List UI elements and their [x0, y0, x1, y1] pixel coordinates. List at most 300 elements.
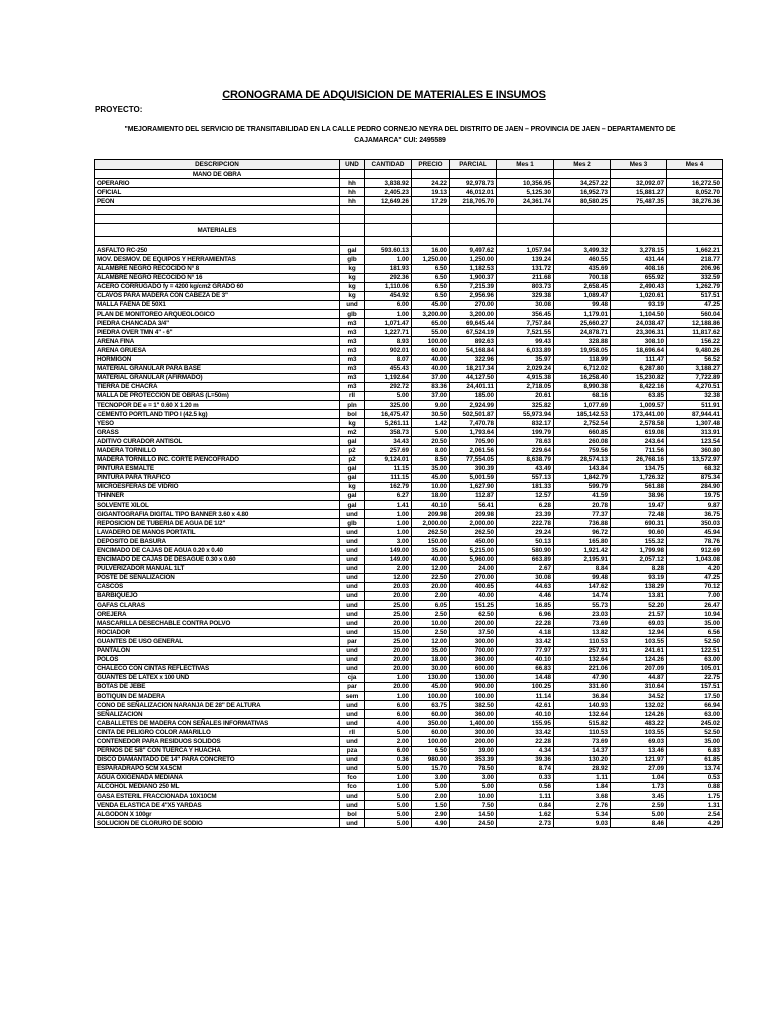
month3-cell: 711.56 — [611, 446, 667, 455]
description-cell: GRASS — [95, 428, 340, 437]
description-cell: ROCIADOR — [95, 628, 340, 637]
month3-cell: 134.75 — [611, 464, 667, 473]
description-cell: SOLVENTE XILOL — [95, 501, 340, 510]
partial-cell: 7,215.39 — [450, 282, 497, 291]
month2-cell: 460.55 — [554, 255, 611, 264]
unit-cell: bol — [340, 810, 365, 819]
description-cell: PERNOS DE 5/8" CON TUERCA Y HUACHA — [95, 746, 340, 755]
month2-cell: 759.56 — [554, 446, 611, 455]
quantity-cell: 20.00 — [365, 682, 412, 691]
month2-cell: 130.20 — [554, 755, 611, 764]
price-cell: 6.50 — [412, 282, 450, 291]
unit-cell: m3 — [340, 364, 365, 373]
month1-cell: 229.64 — [497, 446, 554, 455]
month1-cell: 39.36 — [497, 755, 554, 764]
month1-cell: 7,757.84 — [497, 319, 554, 328]
month1-cell: 55,973.94 — [497, 410, 554, 419]
month2-cell: 140.93 — [554, 701, 611, 710]
table-row — [95, 391, 723, 400]
description-cell: MASCARILLA DESECHABLE CONTRA POLVO — [95, 619, 340, 628]
month1-cell: 4.18 — [497, 628, 554, 637]
price-cell: 5.00 — [412, 428, 450, 437]
table-row — [95, 628, 723, 637]
month3-cell: 155.32 — [611, 537, 667, 546]
price-cell: 15.70 — [412, 764, 450, 773]
month2-cell: 96.72 — [554, 528, 611, 537]
price-cell: 37.00 — [412, 373, 450, 382]
description-cell: CEMENTO PORTLAND TIPO I (42.5 kg) — [95, 410, 340, 419]
table-row — [95, 746, 723, 755]
quantity-cell: 5.00 — [365, 728, 412, 737]
table-row — [95, 701, 723, 710]
unit-cell: hh — [340, 197, 365, 206]
month4-cell: 350.03 — [667, 519, 723, 528]
price-cell: 5.00 — [412, 782, 450, 791]
description-cell: GUANTES DE LATEX x 100 UND — [95, 673, 340, 682]
partial-cell: 400.65 — [450, 582, 497, 591]
description-cell: ENCIMADO DE CAJAS DE AGUA 0.20 x 0.40 — [95, 546, 340, 555]
partial-cell: 705.90 — [450, 437, 497, 446]
table-row — [95, 197, 723, 206]
quantity-cell: 5.00 — [365, 810, 412, 819]
partial-cell: 200.00 — [450, 737, 497, 746]
header-month1: Mes 1 — [497, 160, 554, 170]
price-cell: 8.00 — [412, 446, 450, 455]
description-cell: ASFALTO RC-250 — [95, 246, 340, 255]
price-cell: 350.00 — [412, 719, 450, 728]
unit-cell: und — [340, 628, 365, 637]
table-row — [95, 673, 723, 682]
table-row — [95, 719, 723, 728]
partial-cell: 892.63 — [450, 337, 497, 346]
month4-cell: 63.00 — [667, 655, 723, 664]
month1-cell: 23.39 — [497, 510, 554, 519]
month4-cell: 284.90 — [667, 482, 723, 491]
month4-cell: 7,722.89 — [667, 373, 723, 382]
quantity-cell: 0.36 — [365, 755, 412, 764]
unit-cell: und — [340, 300, 365, 309]
table-row — [95, 573, 723, 582]
quantity-cell: 292.72 — [365, 382, 412, 391]
quantity-cell: 6.27 — [365, 491, 412, 500]
empty-cell — [340, 215, 365, 224]
price-cell: 262.50 — [412, 528, 450, 537]
price-cell: 45.00 — [412, 473, 450, 482]
table-row — [95, 682, 723, 691]
month3-cell: 44.87 — [611, 673, 667, 682]
empty-cell — [497, 237, 554, 246]
price-cell: 2.50 — [412, 628, 450, 637]
partial-cell: 77,554.05 — [450, 455, 497, 464]
month3-cell: 655.92 — [611, 273, 667, 282]
price-cell: 60.00 — [412, 346, 450, 355]
month2-cell: 14.74 — [554, 591, 611, 600]
partial-cell: 69,645.44 — [450, 319, 497, 328]
month1-cell: 29.24 — [497, 528, 554, 537]
unit-cell: und — [340, 710, 365, 719]
month4-cell: 52.50 — [667, 637, 723, 646]
quantity-cell: 20.00 — [365, 655, 412, 664]
empty-cell — [497, 215, 554, 224]
partial-cell: 2,924.99 — [450, 400, 497, 409]
empty-cell — [450, 170, 497, 179]
table-row — [95, 510, 723, 519]
header-unit: UND — [340, 160, 365, 170]
month2-cell: 1,179.01 — [554, 310, 611, 319]
table-row — [95, 782, 723, 791]
empty-cell — [667, 170, 723, 179]
unit-cell: und — [340, 719, 365, 728]
partial-cell: 1,400.00 — [450, 719, 497, 728]
empty-cell — [554, 215, 611, 224]
empty-cell — [611, 206, 667, 215]
price-cell: 2.00 — [412, 591, 450, 600]
table-row — [95, 300, 723, 309]
table-row — [95, 537, 723, 546]
quantity-cell: 20.00 — [365, 619, 412, 628]
month1-cell: 2,029.24 — [497, 364, 554, 373]
month3-cell: 308.10 — [611, 337, 667, 346]
description-cell: OREJERA — [95, 610, 340, 619]
unit-cell: hh — [340, 188, 365, 197]
quantity-cell: 3.00 — [365, 537, 412, 546]
description-cell: OFICIAL — [95, 188, 340, 197]
month4-cell: 87,944.41 — [667, 410, 723, 419]
quantity-cell: 257.69 — [365, 446, 412, 455]
partial-cell: 185.00 — [450, 391, 497, 400]
table-row — [95, 810, 723, 819]
month3-cell: 138.29 — [611, 582, 667, 591]
partial-cell: 9,497.62 — [450, 246, 497, 255]
month4-cell: 10.94 — [667, 610, 723, 619]
document-title: CRONOGRAMA DE ADQUISICION DE MATERIALES E INSUMOS — [222, 89, 546, 101]
description-cell: MADERA TORNILLO INC. CORTE P/ENCOFRADO — [95, 455, 340, 464]
month3-cell: 124.26 — [611, 655, 667, 664]
price-cell: 6.50 — [412, 291, 450, 300]
unit-cell: glb — [340, 519, 365, 528]
month4-cell: 47.25 — [667, 573, 723, 582]
unit-cell: gal — [340, 491, 365, 500]
price-cell: 60.00 — [412, 728, 450, 737]
month4-cell: 47.25 — [667, 300, 723, 309]
description-cell: DEPOSITO DE BASURA — [95, 537, 340, 546]
month4-cell: 35.00 — [667, 737, 723, 746]
month2-cell: 736.88 — [554, 519, 611, 528]
price-cell: 150.00 — [412, 537, 450, 546]
month4-cell: 0.53 — [667, 773, 723, 782]
quantity-cell: 1.00 — [365, 519, 412, 528]
month2-cell: 147.62 — [554, 582, 611, 591]
partial-cell: 2,956.96 — [450, 291, 497, 300]
month3-cell: 32,092.07 — [611, 179, 667, 188]
month4-cell: 9.87 — [667, 501, 723, 510]
partial-cell: 322.96 — [450, 355, 497, 364]
description-cell: PEON — [95, 197, 340, 206]
quantity-cell: 8.07 — [365, 355, 412, 364]
month3-cell: 6,287.80 — [611, 364, 667, 373]
description-cell: PIEDRA OVER TMN 4" - 6" — [95, 328, 340, 337]
price-cell: 209.98 — [412, 510, 450, 519]
quantity-cell: 1.00 — [365, 528, 412, 537]
partial-cell: 1,182.53 — [450, 264, 497, 273]
month1-cell: 1.62 — [497, 810, 554, 819]
partial-cell: 5,960.00 — [450, 555, 497, 564]
month3-cell: 124.26 — [611, 710, 667, 719]
quantity-cell: 9,124.01 — [365, 455, 412, 464]
month4-cell: 26.47 — [667, 601, 723, 610]
quantity-cell: 1.00 — [365, 782, 412, 791]
month3-cell: 1.04 — [611, 773, 667, 782]
empty-cell — [412, 215, 450, 224]
description-cell: AGUA OXIGENADA MEDIANA — [95, 773, 340, 782]
table-row — [95, 710, 723, 719]
description-cell: MICROESFERAS DE VIDRIO — [95, 482, 340, 491]
month1-cell: 4.34 — [497, 746, 554, 755]
month4-cell: 70.12 — [667, 582, 723, 591]
partial-cell: 700.00 — [450, 646, 497, 655]
quantity-cell: 292.36 — [365, 273, 412, 282]
month4-cell: 360.80 — [667, 446, 723, 455]
month1-cell: 8,638.79 — [497, 455, 554, 464]
quantity-cell: 5.00 — [365, 792, 412, 801]
month4-cell: 17.50 — [667, 691, 723, 700]
month4-cell: 0.88 — [667, 782, 723, 791]
month2-cell: 2,752.54 — [554, 419, 611, 428]
quantity-cell: 2,405.23 — [365, 188, 412, 197]
month4-cell: 68.32 — [667, 464, 723, 473]
partial-cell: 39.00 — [450, 746, 497, 755]
unit-cell: und — [340, 546, 365, 555]
month2-cell: 80,580.25 — [554, 197, 611, 206]
quantity-cell: 1.00 — [365, 310, 412, 319]
month1-cell: 35.97 — [497, 355, 554, 364]
partial-cell: 130.00 — [450, 673, 497, 682]
month1-cell: 2.67 — [497, 564, 554, 573]
month4-cell: 13.74 — [667, 764, 723, 773]
empty-cell — [340, 237, 365, 246]
description-cell: TIERRA DE CHACRA — [95, 382, 340, 391]
quantity-cell: 1,192.64 — [365, 373, 412, 382]
price-cell: 9.00 — [412, 400, 450, 409]
month1-cell: 155.95 — [497, 719, 554, 728]
month3-cell: 2.59 — [611, 801, 667, 810]
unit-cell: und — [340, 701, 365, 710]
month2-cell: 23.03 — [554, 610, 611, 619]
month1-cell: 43.49 — [497, 464, 554, 473]
description-cell: CASCOS — [95, 582, 340, 591]
month4-cell: 1.31 — [667, 801, 723, 810]
month4-cell: 912.69 — [667, 546, 723, 555]
partial-cell: 54,168.84 — [450, 346, 497, 355]
month2-cell: 73.69 — [554, 619, 611, 628]
month3-cell: 243.64 — [611, 437, 667, 446]
partial-cell: 24,401.11 — [450, 382, 497, 391]
description-cell: ARENA GRUESA — [95, 346, 340, 355]
month2-cell: 2.76 — [554, 801, 611, 810]
empty-cell — [450, 224, 497, 237]
table-row — [95, 319, 723, 328]
month3-cell: 12.94 — [611, 628, 667, 637]
quantity-cell: 8.93 — [365, 337, 412, 346]
unit-cell: und — [340, 564, 365, 573]
description-cell: YESO — [95, 419, 340, 428]
unit-cell: pln — [340, 400, 365, 409]
price-cell: 2.90 — [412, 810, 450, 819]
quantity-cell: 12.00 — [365, 573, 412, 582]
month3-cell: 15,881.27 — [611, 188, 667, 197]
month3-cell: 8.28 — [611, 564, 667, 573]
project-label: PROYECTO: — [95, 105, 143, 114]
description-cell: DISCO DIAMANTADO DE 14" PARA CONCRETO — [95, 755, 340, 764]
partial-cell: 44,127.50 — [450, 373, 497, 382]
month1-cell: 6.96 — [497, 610, 554, 619]
description-cell: OPERARIO — [95, 179, 340, 188]
month4-cell: 875.34 — [667, 473, 723, 482]
unit-cell: fco — [340, 782, 365, 791]
quantity-cell: 5.00 — [365, 764, 412, 773]
table-row — [95, 382, 723, 391]
quantity-cell: 181.93 — [365, 264, 412, 273]
month1-cell: 5,125.30 — [497, 188, 554, 197]
month1-cell: 222.78 — [497, 519, 554, 528]
partial-cell: 600.00 — [450, 664, 497, 673]
unit-cell: und — [340, 664, 365, 673]
month2-cell: 1,921.42 — [554, 546, 611, 555]
month1-cell: 2.73 — [497, 819, 554, 828]
description-cell: BOTAS DE JEBE — [95, 682, 340, 691]
table-row — [95, 637, 723, 646]
partial-cell: 262.50 — [450, 528, 497, 537]
quantity-cell: 1.00 — [365, 255, 412, 264]
empty-cell — [412, 224, 450, 237]
empty-cell — [497, 170, 554, 179]
month3-cell: 13.46 — [611, 746, 667, 755]
empty-cell — [554, 237, 611, 246]
month4-cell: 11,817.62 — [667, 328, 723, 337]
quantity-cell: 358.73 — [365, 428, 412, 437]
month1-cell: 20.61 — [497, 391, 554, 400]
month1-cell: 325.82 — [497, 400, 554, 409]
month3-cell: 5.00 — [611, 810, 667, 819]
month3-cell: 24,038.47 — [611, 319, 667, 328]
month4-cell: 206.96 — [667, 264, 723, 273]
empty-cell — [340, 224, 365, 237]
unit-cell: und — [340, 819, 365, 828]
month2-cell: 6,712.02 — [554, 364, 611, 373]
month4-cell: 157.51 — [667, 682, 723, 691]
table-row — [95, 773, 723, 782]
month2-cell: 99.48 — [554, 300, 611, 309]
price-cell: 2.50 — [412, 610, 450, 619]
description-cell: ALAMBRE NEGRO RECOCIDO N° 8 — [95, 264, 340, 273]
unit-cell: glb — [340, 255, 365, 264]
quantity-cell: 20.00 — [365, 664, 412, 673]
month3-cell: 3,278.15 — [611, 246, 667, 255]
description-cell: POSTE DE SEÑALIZACION — [95, 573, 340, 582]
unit-cell: rll — [340, 728, 365, 737]
month3-cell: 1,104.50 — [611, 310, 667, 319]
month3-cell: 38.96 — [611, 491, 667, 500]
empty-cell — [554, 206, 611, 215]
empty-cell — [365, 170, 412, 179]
unit-cell: fco — [340, 773, 365, 782]
month4-cell: 3,188.27 — [667, 364, 723, 373]
empty-cell — [340, 170, 365, 179]
quantity-cell: 20.00 — [365, 591, 412, 600]
partial-cell: 300.00 — [450, 728, 497, 737]
table-row — [95, 691, 723, 700]
month3-cell: 690.31 — [611, 519, 667, 528]
unit-cell: und — [340, 737, 365, 746]
month2-cell: 3.68 — [554, 792, 611, 801]
empty-cell — [95, 215, 340, 224]
month2-cell: 331.60 — [554, 682, 611, 691]
quantity-cell: 4.00 — [365, 719, 412, 728]
empty-cell — [667, 237, 723, 246]
month1-cell: 40.10 — [497, 655, 554, 664]
partial-cell: 360.00 — [450, 655, 497, 664]
partial-cell: 502,501.87 — [450, 410, 497, 419]
table-row — [95, 601, 723, 610]
table-row — [95, 610, 723, 619]
unit-cell: par — [340, 637, 365, 646]
blank-row — [95, 237, 723, 246]
month4-cell: 122.51 — [667, 646, 723, 655]
unit-cell: m3 — [340, 319, 365, 328]
unit-cell: m3 — [340, 382, 365, 391]
month1-cell: 663.89 — [497, 555, 554, 564]
unit-cell: rll — [340, 391, 365, 400]
month2-cell: 1,077.69 — [554, 400, 611, 409]
month2-cell: 77.37 — [554, 510, 611, 519]
month4-cell: 45.94 — [667, 528, 723, 537]
month1-cell: 0.84 — [497, 801, 554, 810]
month4-cell: 32.38 — [667, 391, 723, 400]
price-cell: 37.00 — [412, 391, 450, 400]
table-row — [95, 188, 723, 197]
unit-cell: gal — [340, 437, 365, 446]
empty-cell — [365, 206, 412, 215]
price-cell: 6.50 — [412, 273, 450, 282]
month4-cell: 78.76 — [667, 537, 723, 546]
price-cell: 18.00 — [412, 491, 450, 500]
description-cell: CINTA DE PELIGRO COLOR AMARILLO — [95, 728, 340, 737]
description-cell: ENCIMADO DE CAJAS DE DESAGUE 0.30 x 0.60 — [95, 555, 340, 564]
quantity-cell: 111.15 — [365, 473, 412, 482]
partial-cell: 1,627.90 — [450, 482, 497, 491]
partial-cell: 382.50 — [450, 701, 497, 710]
unit-cell: und — [340, 619, 365, 628]
month1-cell: 580.90 — [497, 546, 554, 555]
month4-cell: 1,262.79 — [667, 282, 723, 291]
month2-cell: 13.82 — [554, 628, 611, 637]
unit-cell: hh — [340, 179, 365, 188]
table-row — [95, 291, 723, 300]
month3-cell: 1,799.98 — [611, 546, 667, 555]
table-row — [95, 801, 723, 810]
partial-cell: 5.00 — [450, 782, 497, 791]
partial-cell: 900.00 — [450, 682, 497, 691]
month4-cell: 19.75 — [667, 491, 723, 500]
description-cell: REPOSICION DE TUBERIA DE AGUA DE 1/2" — [95, 519, 340, 528]
table-row — [95, 455, 723, 464]
month4-cell: 12,188.86 — [667, 319, 723, 328]
month4-cell: 4.29 — [667, 819, 723, 828]
partial-cell: 10.00 — [450, 792, 497, 801]
price-cell: 83.36 — [412, 382, 450, 391]
description-cell: LAVADERO DE MANOS PORTATIL — [95, 528, 340, 537]
description-cell: SEÑALIZACION — [95, 710, 340, 719]
